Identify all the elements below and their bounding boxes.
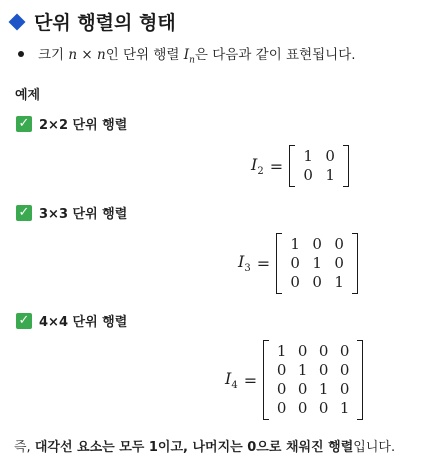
equals-sign: = — [269, 156, 284, 176]
example-heading: 예제 — [15, 88, 41, 103]
summary-suffix: 입니다. — [353, 440, 396, 455]
bullet-prefix: 크기 — [38, 47, 69, 63]
matrix-cell: 1 — [290, 235, 300, 253]
math-n: n — [68, 47, 78, 63]
matrix-cell: 0 — [339, 342, 350, 360]
equation-2x2 — [251, 145, 349, 187]
matrix-cell: 0 — [318, 399, 329, 417]
matrix-4x4 — [263, 340, 363, 420]
matrix-cell: 0 — [334, 254, 344, 272]
matrix-cell: 0 — [312, 273, 322, 291]
math-times: × — [77, 47, 97, 63]
identity-symbol: I — [225, 368, 232, 388]
matrix-cell: 1 — [318, 380, 329, 398]
matrix-cell: 0 — [297, 380, 308, 398]
bullet-middle: 인 단위 행렬 — [105, 47, 184, 63]
matrix-cell: 1 — [339, 399, 350, 417]
identity-subscript: 2 — [257, 166, 264, 178]
example-heading-text: 2×2 단위 행렬 — [39, 118, 128, 133]
matrix-cell: 1 — [312, 254, 322, 272]
identity-symbol: I — [238, 252, 245, 272]
matrix-cell: 0 — [312, 235, 322, 253]
matrix-cell: 0 — [339, 361, 350, 379]
matrix-cell: 0 — [318, 361, 329, 379]
matrix-cell: 0 — [339, 380, 350, 398]
bullet-item — [18, 43, 356, 66]
example-4x4-heading — [16, 311, 127, 330]
example-heading-text: 4×4 단위 행렬 — [39, 315, 128, 330]
checkmark-icon: ✓ — [16, 205, 32, 221]
equals-sign: = — [256, 254, 271, 273]
equation-lhs — [225, 369, 238, 391]
matrix-cell: 0 — [318, 342, 329, 360]
matrix-cell: 0 — [276, 361, 287, 379]
checkmark-icon: ✓ — [16, 116, 32, 132]
identity-subscript: 4 — [231, 380, 238, 392]
math-subscript: n — [189, 55, 195, 66]
summary-bold: 대각선 요소는 모두 1이고, 나머지는 0으로 채워진 행렬 — [34, 440, 354, 455]
section-title-text: 단위 행렬의 형태 — [34, 12, 176, 34]
bullet-suffix: 은 다음과 같이 표현됩니다. — [194, 47, 356, 63]
equals-sign: = — [243, 370, 258, 390]
identity-subscript: 3 — [244, 263, 251, 275]
diamond-icon — [9, 13, 26, 30]
matrix-cell: 1 — [297, 361, 308, 379]
equation-lhs — [238, 252, 251, 274]
equation-lhs — [251, 155, 264, 177]
section-title — [6, 8, 176, 35]
matrix-cell: 0 — [334, 235, 344, 253]
matrix-cell: 0 — [290, 254, 300, 272]
matrix-2x2 — [289, 145, 349, 187]
matrix-cell: 0 — [297, 399, 308, 417]
matrix-cell: 1 — [303, 147, 313, 165]
matrix-cell: 0 — [276, 399, 287, 417]
identity-symbol: I — [251, 154, 258, 174]
matrix-cell: 1 — [276, 342, 287, 360]
equation-3x3 — [238, 233, 358, 294]
checkmark-icon: ✓ — [16, 313, 32, 329]
matrix-cell: 0 — [325, 147, 335, 165]
example-3x3-heading — [16, 203, 127, 222]
math-identity-symbol: I — [183, 47, 190, 63]
bullet-icon — [18, 51, 24, 57]
matrix-cell: 0 — [297, 342, 308, 360]
bullet-text — [38, 43, 356, 66]
matrix-cell: 0 — [290, 273, 300, 291]
equation-4x4 — [225, 340, 363, 420]
matrix-cell: 1 — [325, 166, 335, 184]
matrix-cell: 0 — [303, 166, 313, 184]
matrix-cell: 0 — [276, 380, 287, 398]
matrix-3x3 — [276, 233, 358, 294]
math-n: n — [96, 47, 106, 63]
summary-text — [14, 436, 395, 455]
matrix-cell: 1 — [334, 273, 344, 291]
example-2x2-heading — [16, 114, 127, 133]
summary-prefix: 즉, — [14, 440, 35, 455]
example-heading-text: 3×3 단위 행렬 — [39, 207, 128, 222]
